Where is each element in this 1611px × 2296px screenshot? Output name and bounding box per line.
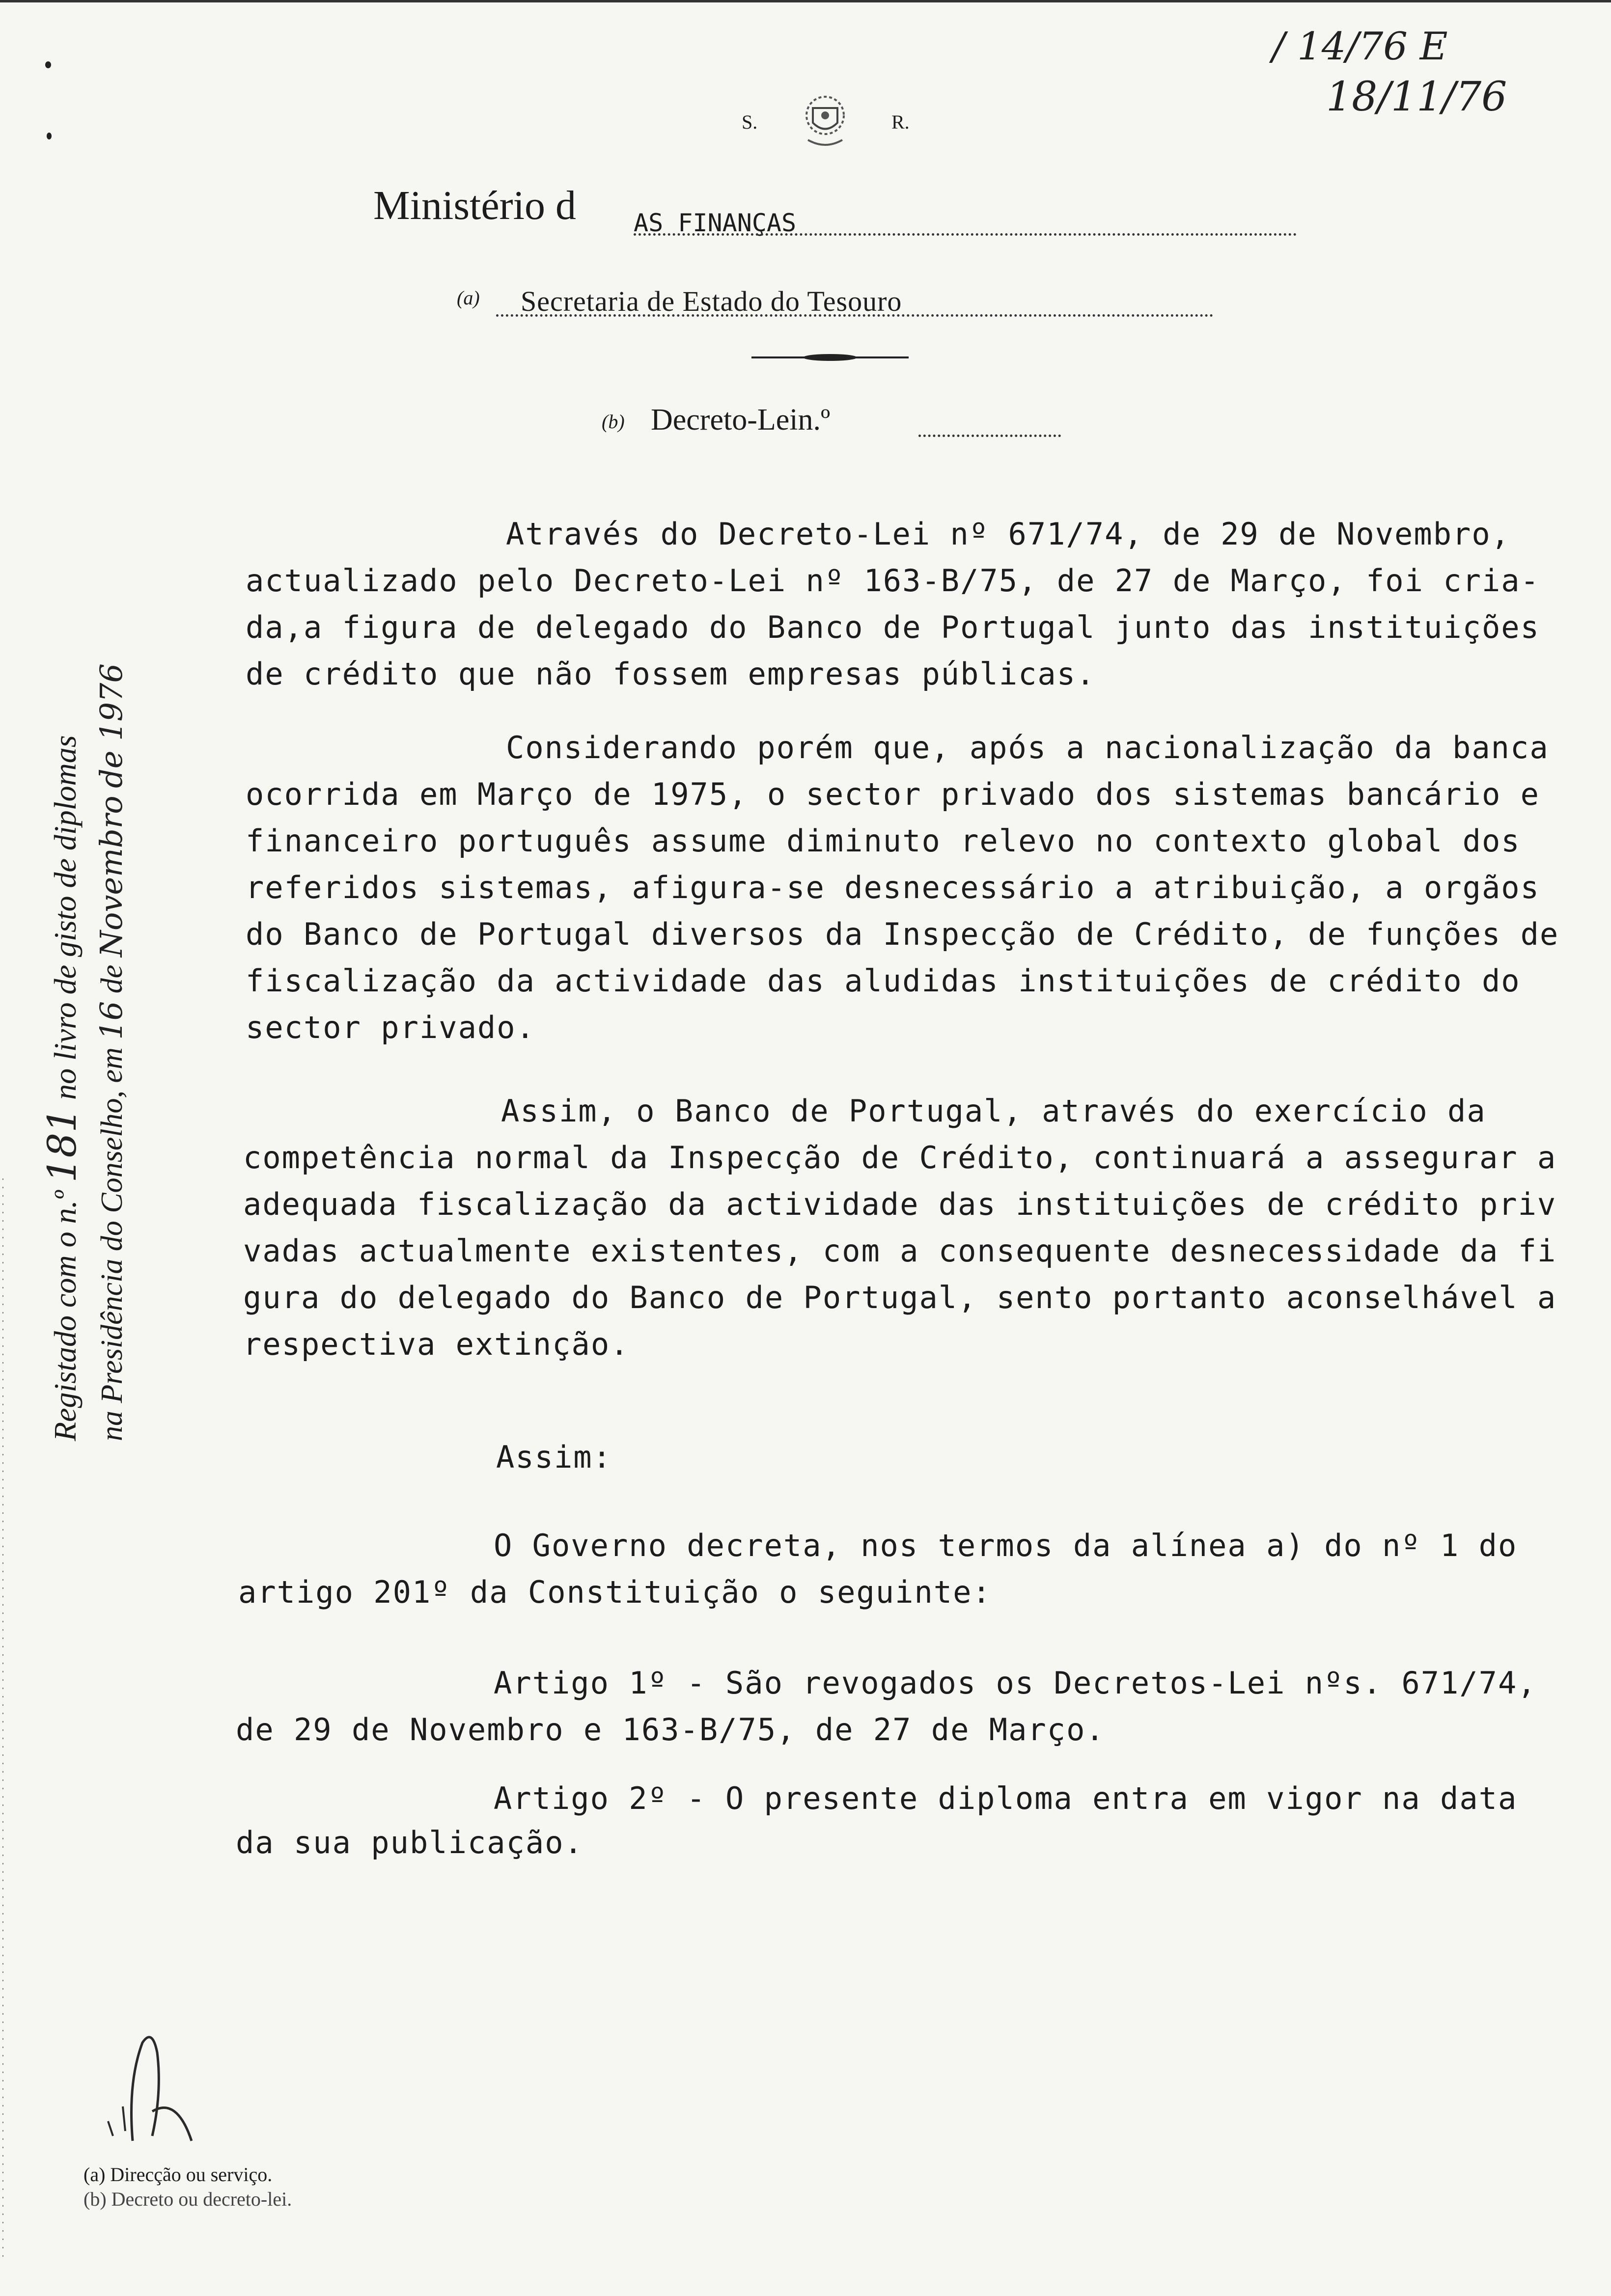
paragraph-2-line-2: ocorrida em Março de 1975, o sector privado dos sistemas bancário e	[246, 776, 1540, 812]
paragraph-2-line-5: do Banco de Portugal diversos da Inspecção de Crédito, de funções de	[246, 916, 1559, 952]
paragraph-3-line-1: Assim, o Banco de Portugal, através do exercício da	[501, 1093, 1486, 1129]
margin-line1-prefix: Registado com o n.º	[48, 1190, 83, 1441]
paragraph-1-line-2: actualizado pelo Decreto-Lei nº 163-B/75, de 27 de Março, foi cria-	[246, 563, 1540, 599]
paragraph-2-line-6: fiscalização da actividade das aludidas instituições de crédito do	[246, 963, 1521, 999]
article-2-line-1: Artigo 2º - O presente diploma entra em vigor na data	[494, 1780, 1518, 1816]
ornamental-divider	[751, 353, 909, 362]
department-name: Secretaria de Estado do Tesouro	[521, 285, 902, 317]
margin-line2-year: de 1976	[93, 663, 129, 788]
coat-of-arms-icon	[788, 88, 862, 152]
ministry-dotted-line	[634, 233, 1297, 236]
footnote-a: (a) Direcção ou serviço.	[83, 2163, 273, 2186]
department-dotted-line	[496, 314, 1213, 317]
speck-1	[45, 61, 51, 68]
margin-line1-suffix: gisto de diplomas	[48, 735, 83, 957]
margin-registration-note	[20, 611, 147, 1441]
margin-line2-prefix: na Presidência do Conselho, em	[95, 1047, 129, 1441]
paragraph-4-line-2: artigo 201º da Constituição o seguinte:	[238, 1574, 992, 1610]
speck-2	[47, 133, 52, 139]
paragraph-1-line-3: da,a figura de delegado do Banco de Portugal junto das instituições	[246, 609, 1540, 645]
margin-line1-number: 181	[39, 1107, 85, 1183]
assim-heading: Assim:	[496, 1439, 612, 1475]
paragraph-2-line-7: sector privado.	[246, 1010, 535, 1045]
paragraph-3-line-3: adequada fiscalização da actividade das instituições de crédito priv	[243, 1186, 1557, 1222]
decree-label: Decreto-Lein.º	[651, 403, 831, 437]
paragraph-1-line-4: de crédito que não fossem empresas públicas.	[246, 656, 1096, 692]
edge-specks	[0, 0, 10, 2294]
decree-dotted-line	[918, 435, 1061, 437]
ministry-name: AS FINANÇAS	[634, 209, 797, 237]
paragraph-2-line-3: financeiro português assume diminuto relevo no contexto global dos	[246, 823, 1521, 859]
marker-a: (a)	[457, 287, 480, 309]
paragraph-3-line-2: competência normal da Inspecção de Crédito, continuará a assegurar a	[243, 1140, 1557, 1175]
paragraph-1-line-1: Através do Decreto-Lei nº 671/74, de 29 de Novembro,	[506, 516, 1511, 552]
paragraph-4-line-1: O Governo decreta, nos termos da alínea a) do nº 1 do	[494, 1528, 1518, 1563]
signature-scribble	[79, 2023, 236, 2151]
handwritten-reference: / 14/76 E	[1272, 25, 1448, 69]
article-1-line-2: de 29 de Novembro e 163-B/75, de 27 de Março.	[236, 1712, 1105, 1748]
paragraph-3-line-6: respectiva extinção.	[243, 1326, 630, 1362]
paragraph-2-line-1: Considerando porém que, após a nacionalização da banca	[506, 730, 1549, 765]
handwritten-date: 18/11/76	[1326, 74, 1507, 120]
seal-right-letter: R.	[891, 111, 910, 133]
margin-line2-de: de	[95, 964, 129, 994]
paragraph-2-line-4: referidos sistemas, afigura-se desnecessário a atribuição, a orgãos	[246, 870, 1540, 905]
seal-left-letter: S.	[742, 111, 758, 133]
top-border	[0, 0, 1611, 2]
article-2-line-2: da sua publicação.	[236, 1825, 583, 1860]
footnote-b: (b) Decreto ou decreto-lei.	[83, 2188, 292, 2210]
marker-b: (b)	[602, 410, 625, 433]
ministry-prefix: Ministério d	[373, 183, 576, 228]
margin-line2-month: Novembro	[93, 795, 129, 957]
paragraph-3-line-4: vadas actualmente existentes, com a consequente desnecessidade da fi	[243, 1233, 1557, 1269]
paragraph-3-line-5: gura do delegado do Banco de Portugal, sento portanto aconselhável a	[243, 1280, 1557, 1315]
article-1-line-1: Artigo 1º - São revogados os Decretos-Lei nºs. 671/74,	[494, 1665, 1537, 1701]
margin-line1-mid: no livro de	[48, 964, 83, 1100]
margin-line2-day: 16	[93, 1001, 129, 1040]
